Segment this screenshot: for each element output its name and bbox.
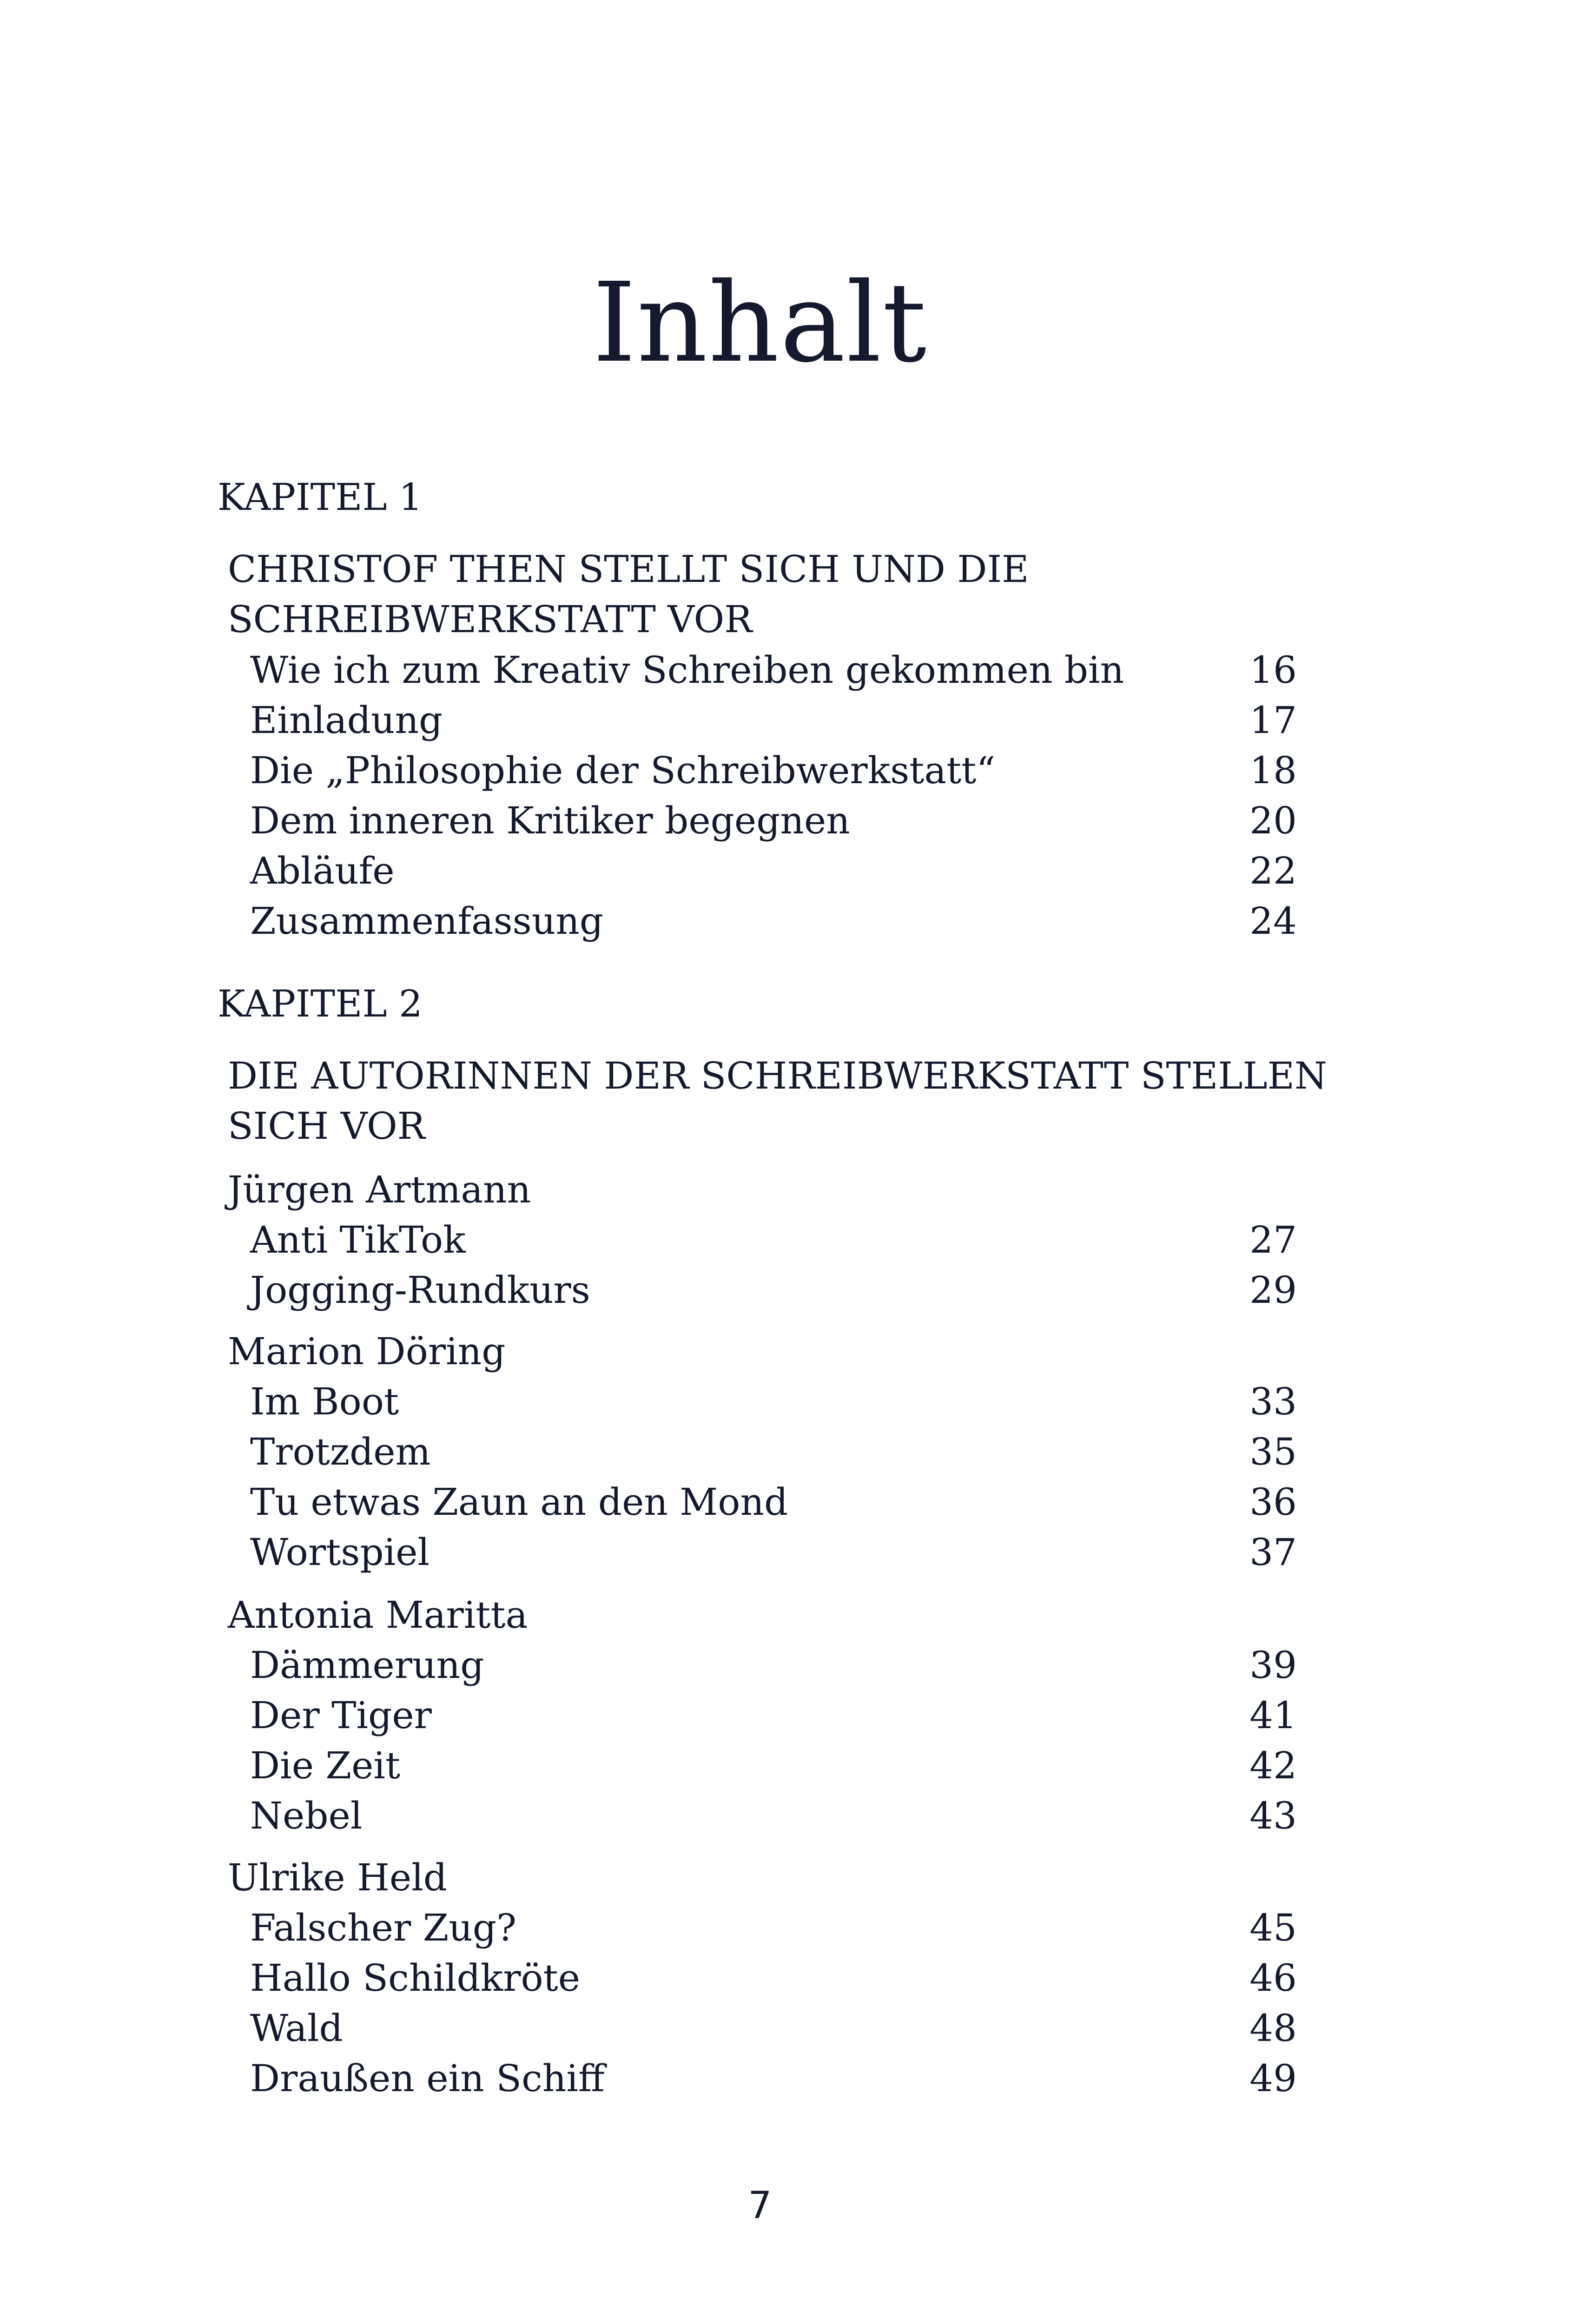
toc-entry-page: 29: [1249, 1268, 1297, 1312]
toc-entry-title: Jogging-Rundkurs: [250, 1268, 590, 1312]
author-name: Antonia Maritta: [228, 1593, 528, 1637]
toc-entry[interactable]: [250, 1902, 1297, 1954]
toc-entry[interactable]: [250, 1527, 1297, 1578]
toc-entry-page: 33: [1249, 1380, 1297, 1423]
author-name: Jürgen Artmann: [228, 1168, 531, 1211]
toc-entry[interactable]: [250, 645, 1297, 696]
toc-entry-page: 24: [1249, 899, 1297, 943]
chapter-1-heading-line-2: SCHREIBWERKSTATT VOR: [228, 598, 753, 641]
toc-entry-page: 48: [1249, 2007, 1297, 2050]
author-name: Marion Döring: [228, 1330, 506, 1373]
toc-entry-title: Tu etwas Zaun an den Mond: [250, 1480, 788, 1524]
chapter-2-heading-line-1: DIE AUTORINNEN DER SCHREIBWERKSTATT STELLEN: [228, 1054, 1328, 1097]
toc-entry-title: Anti TikTok: [250, 1218, 466, 1261]
toc-entry[interactable]: [250, 1265, 1297, 1316]
toc-entry-title: Zusammenfassung: [250, 899, 604, 943]
toc-entry-title: Draußen ein Schiff: [250, 2057, 605, 2100]
toc-entry-title: Einladung: [250, 699, 443, 742]
chapter-2-heading-line-2: SICH VOR: [228, 1104, 425, 1148]
toc-entry-page: 35: [1249, 1430, 1297, 1473]
toc-entry[interactable]: [250, 1215, 1297, 1266]
toc-entry[interactable]: [250, 1426, 1297, 1478]
toc-entry[interactable]: [250, 695, 1297, 746]
toc-entry[interactable]: [250, 896, 1297, 947]
toc-entry-page: 16: [1249, 648, 1297, 692]
toc-entry-title: Nebel: [250, 1794, 363, 1837]
toc-entry-page: 27: [1249, 1218, 1297, 1261]
toc-entry-page: 39: [1249, 1644, 1297, 1687]
toc-entry[interactable]: [250, 845, 1297, 897]
toc-entry[interactable]: [250, 1640, 1297, 1691]
toc-entry-title: Dem inneren Kritiker begegnen: [250, 799, 850, 842]
toc-entry[interactable]: [250, 1376, 1297, 1427]
toc-entry-title: Der Tiger: [250, 1694, 432, 1737]
toc-entry-page: 49: [1249, 2057, 1297, 2100]
toc-entry-title: Wie ich zum Kreativ Schreiben gekommen bin: [250, 648, 1124, 692]
toc-entry[interactable]: [250, 2003, 1297, 2054]
page-number: 7: [748, 2184, 772, 2227]
toc-entry-page: 45: [1249, 1906, 1297, 1949]
chapter-1-heading-line-1: CHRISTOF THEN STELLT SICH UND DIE: [228, 548, 1029, 591]
toc-entry[interactable]: [250, 1690, 1297, 1741]
chapter-1-label: KAPITEL 1: [218, 475, 423, 519]
toc-entry-title: Die Zeit: [250, 1744, 401, 1787]
toc-entry-title: Hallo Schildkröte: [250, 1956, 581, 2000]
page-title: Inhalt: [592, 259, 928, 387]
toc-entry[interactable]: [250, 1477, 1297, 1528]
toc-entry-page: 18: [1249, 749, 1297, 792]
toc-entry-page: 43: [1249, 1794, 1297, 1837]
author-name: Ulrike Held: [228, 1856, 447, 1899]
toc-entry-page: 20: [1249, 799, 1297, 842]
toc-entry-title: Wald: [250, 2007, 343, 2050]
toc-entry-page: 41: [1249, 1694, 1297, 1737]
toc-entry[interactable]: [250, 1953, 1297, 2004]
toc-entry[interactable]: [250, 1740, 1297, 1791]
toc-entry[interactable]: [250, 1790, 1297, 1842]
toc-entry-page: 46: [1249, 1956, 1297, 2000]
toc-entry-page: 22: [1249, 849, 1297, 892]
toc-entry-page: 37: [1249, 1531, 1297, 1574]
toc-entry-page: 17: [1249, 699, 1297, 742]
toc-entry-page: 36: [1249, 1480, 1297, 1524]
toc-entry-title: Falscher Zug?: [250, 1906, 516, 1949]
toc-entry-title: Im Boot: [250, 1380, 399, 1423]
toc-entry[interactable]: [250, 795, 1297, 846]
toc-entry[interactable]: [250, 745, 1297, 796]
toc-entry-title: Die „Philosophie der Schreibwerkstatt“: [250, 749, 996, 792]
toc-entry-page: 42: [1249, 1744, 1297, 1787]
toc-entry-title: Abläufe: [250, 849, 395, 892]
toc-entry[interactable]: [250, 2053, 1297, 2104]
toc-entry-title: Wortspiel: [250, 1531, 430, 1574]
toc-entry-title: Trotzdem: [250, 1430, 431, 1473]
toc-entry-title: Dämmerung: [250, 1644, 484, 1687]
chapter-2-label: KAPITEL 2: [218, 982, 423, 1025]
